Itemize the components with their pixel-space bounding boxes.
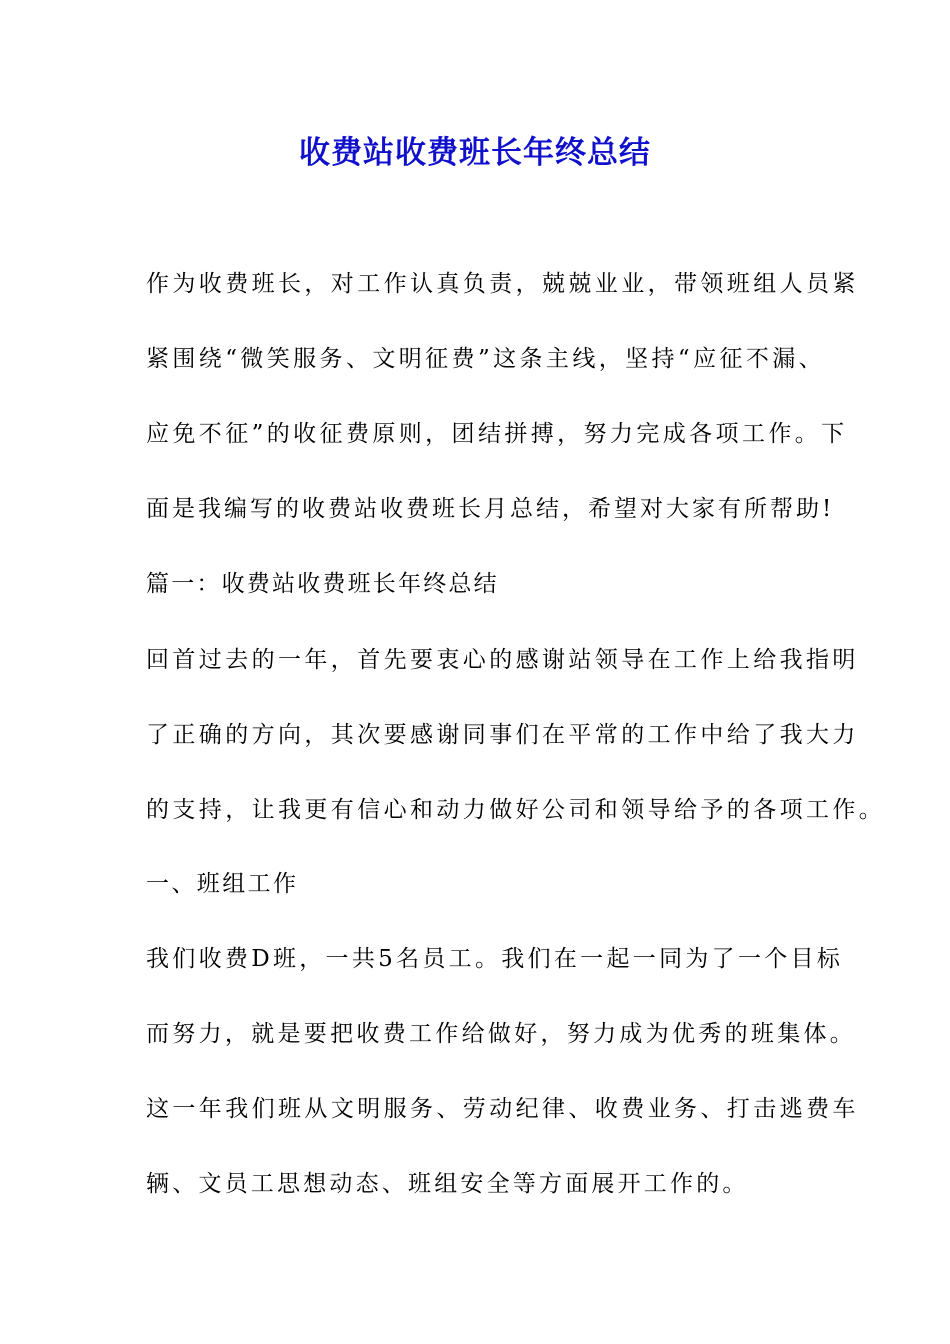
paragraph-line: 辆、文员工思想动态、班组安全等方面展开工作的。 [146,1171,749,1197]
paragraph-line: 面是我编写的收费站收费班长月总结，希望对大家有所帮助! [146,496,835,522]
paragraph-line: 应免不征”的收征费原则，团结拼搏，努力完成各项工作。下 [146,421,848,447]
section-heading: 篇一：收费站收费班长年终总结 [146,571,499,597]
paragraph-line: 我们收费D班，一共5名员工。我们在一起一同为了一个目标 [146,946,844,972]
paragraph-line: 紧围绕“微笑服务、文明征费”这条主线，坚持“应征不漏、 [146,346,826,372]
paragraph-line: 的支持，让我更有信心和动力做好公司和领导给予的各项工作。 [146,797,886,823]
document-title: 收费站收费班长年终总结 [299,135,651,171]
paragraph-line: 作为收费班长，对工作认真负责，兢兢业业，带领班组人员紧 [146,271,859,297]
paragraph-line: 回首过去的一年，首先要衷心的感谢站领导在工作上给我指明 [146,647,859,673]
subsection-heading: 一、班组工作 [146,871,299,897]
paragraph-line: 了正确的方向，其次要感谢同事们在平常的工作中给了我大力 [146,722,859,748]
paragraph-line: 这一年我们班从文明服务、劳动纪律、收费业务、打击逃费车 [146,1096,859,1122]
paragraph-line: 而努力，就是要把收费工作给做好，努力成为优秀的班集体。 [146,1021,857,1047]
